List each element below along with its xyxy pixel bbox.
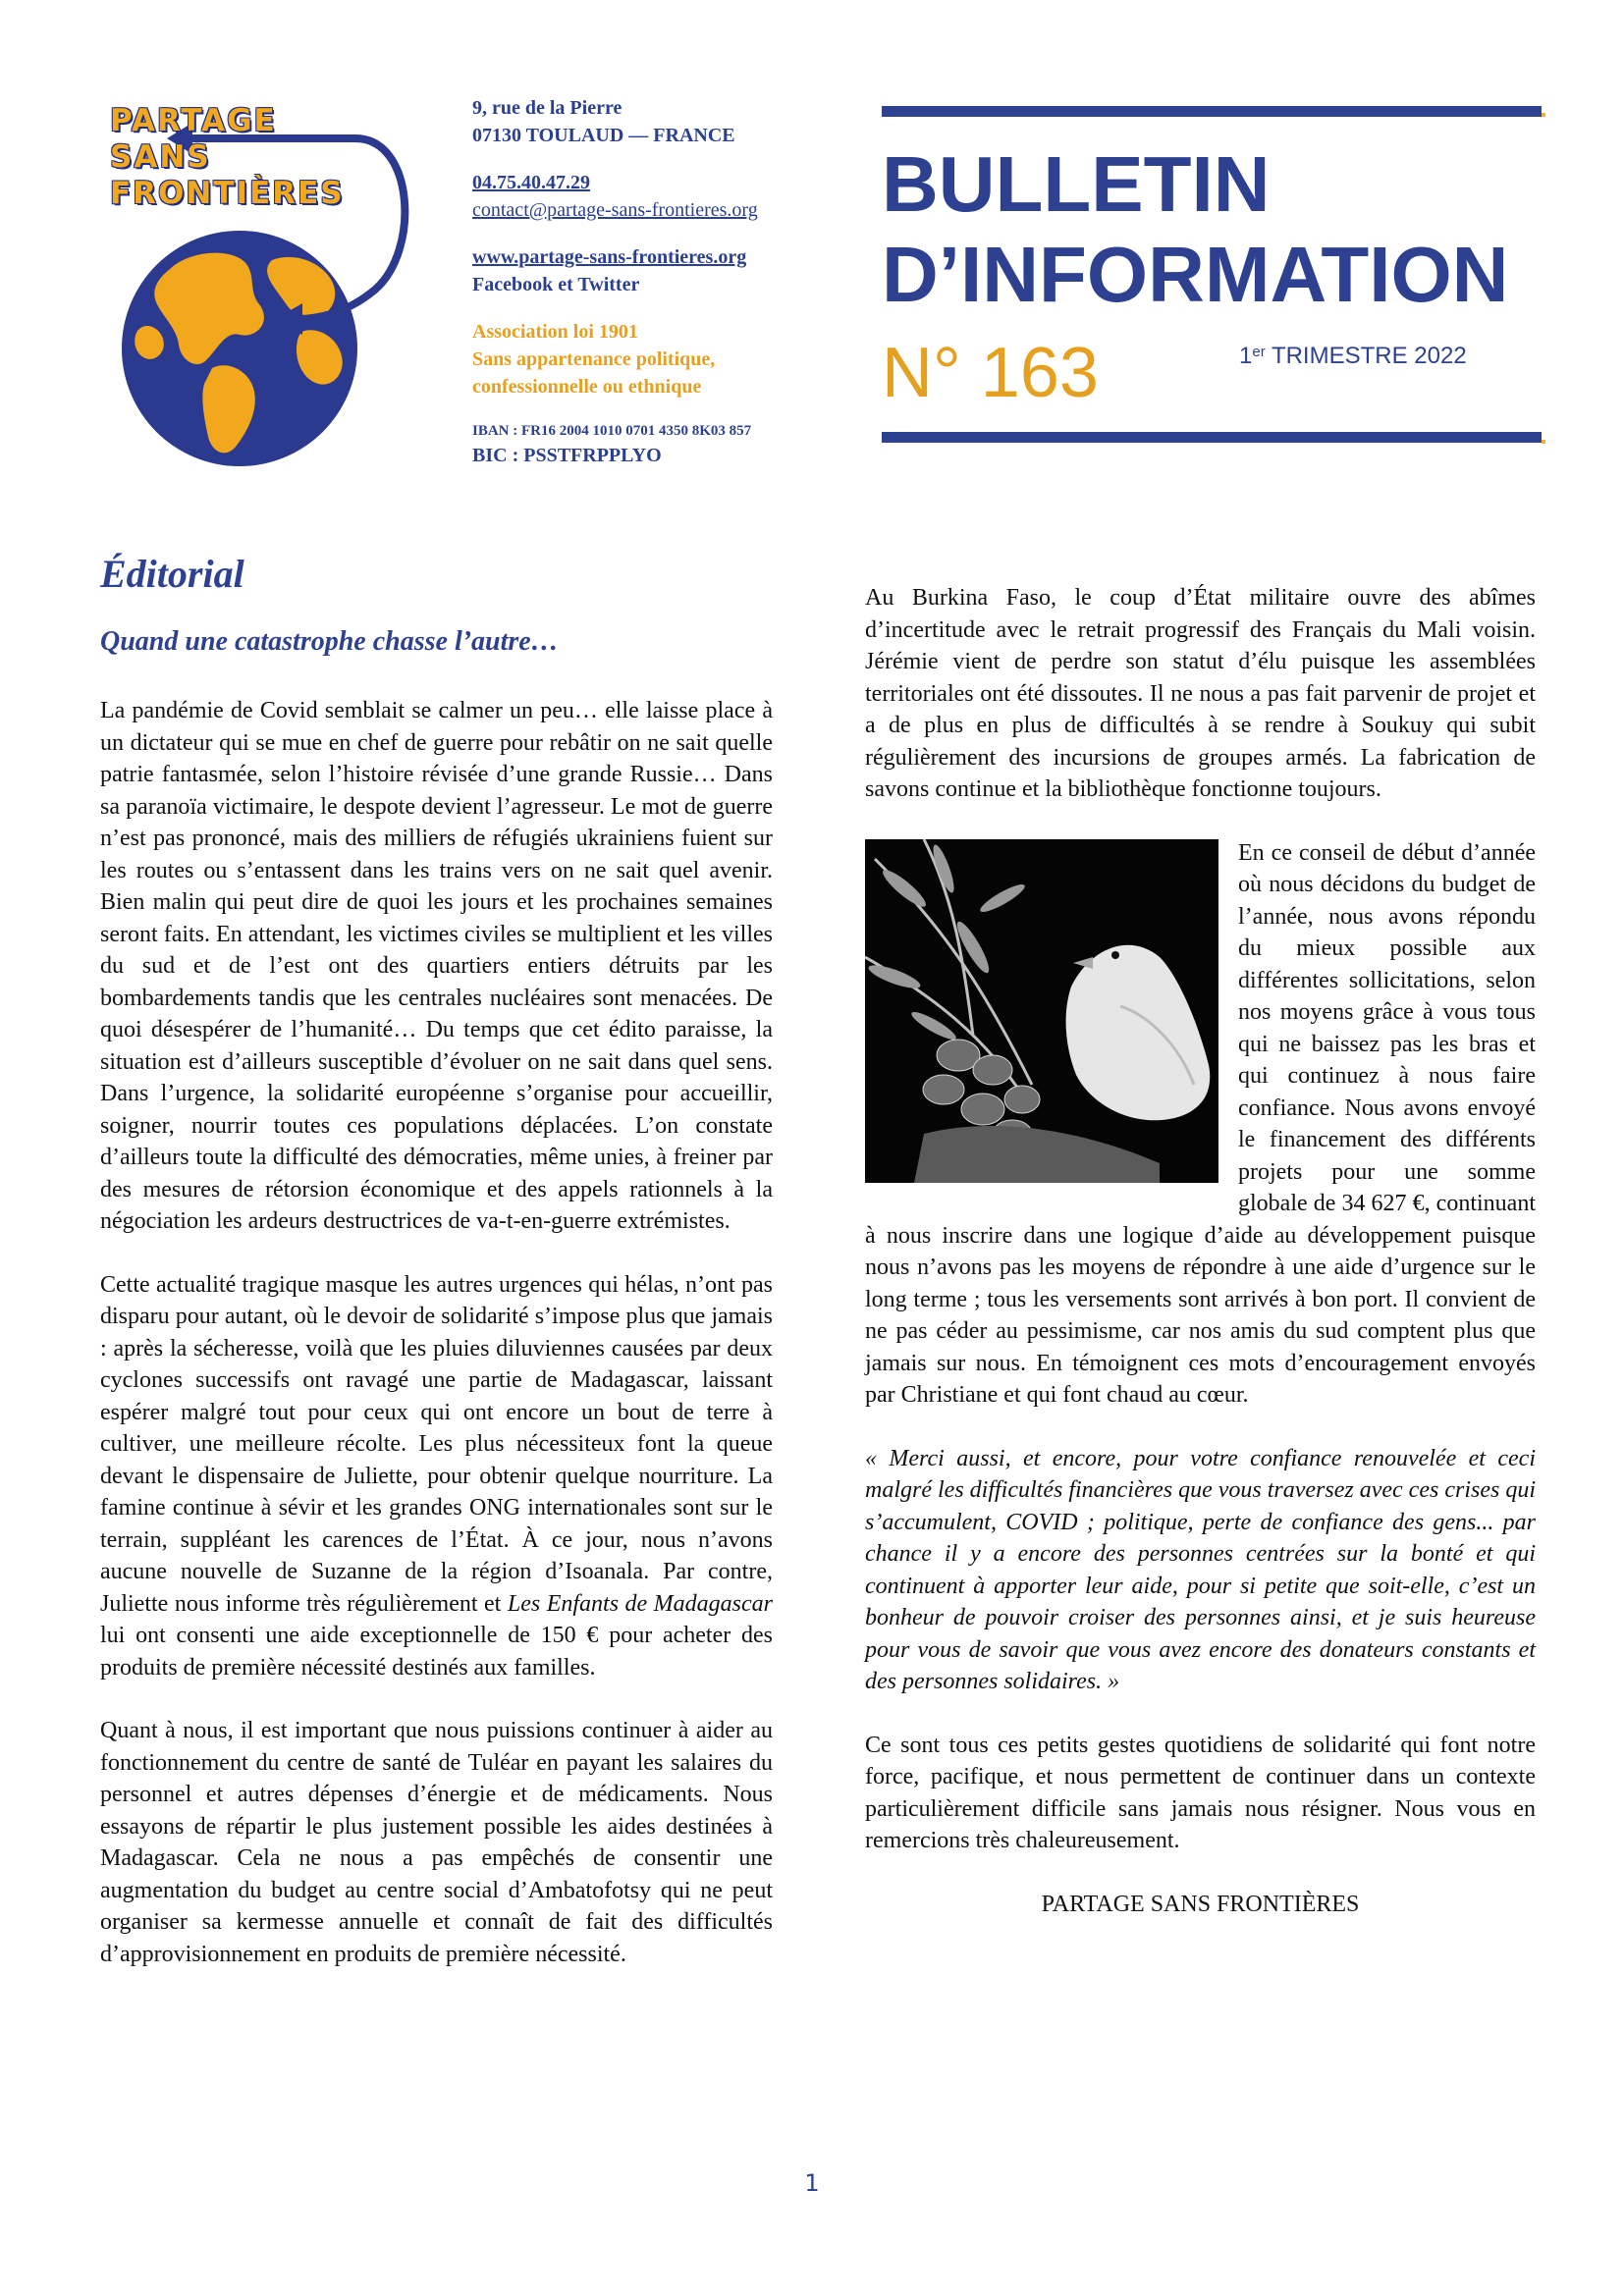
iban-text: IBAN : FR16 2004 1010 0701 4350 8K03 857 — [472, 423, 752, 439]
editorial-heading: Éditorial — [100, 552, 244, 596]
title-bottom-rule-dot — [1542, 440, 1545, 444]
bulletin-title-line-2: D’INFORMATION — [882, 231, 1509, 318]
address-line-1: 9, rue de la Pierre — [472, 97, 623, 119]
paragraph-budget — [865, 837, 1536, 1412]
paragraph-madagascar-text-1: Cette actualité tragique masque les autres urgences qui hélas, n’ont pas disparu pour autant, où le devoir de solidarité s’impose plus que jamais : après la sécheresse, voilà que les pluies diluviennes causées par deux cyclones successifs ont ravagé une partie de Madagascar, laissant espérer malgré tout pour ceux qui ont encore un bout de terre à cultiver, une meilleure récolte. Les plus nécessiteux font la queue devant le dispensaire de Juliette, pour obtenir quelque nourriture. La famine continue à sévir et les grandes ONG internationales sont sur le terrain, suppléant les carences de l’État. À ce jour, nous n’avons aucune nouvelle de Suzanne de la région d’Isoanala. Par contre, Juliette nous informe très régulièrement et — [100, 1271, 773, 1617]
address-line-2: 07130 TOULAUD — FRANCE — [472, 125, 735, 146]
editorial-left-column — [100, 550, 773, 2002]
contact-block — [472, 94, 826, 469]
email-link[interactable]: contact@partage-sans-frontieres.org — [472, 199, 758, 221]
bulletin-title-line-1: BULLETIN — [882, 140, 1271, 228]
logo-line-2: SANS — [110, 139, 211, 175]
bic-text: BIC : PSSTFRPPLYO — [472, 445, 662, 466]
paragraph-tulear: Quant à nous, il est important que nous puissions continuer à aider au fonctionnement du centre de santé de Tuléar en payant les salaires du personnel et autres dépenses d’énergie et de médicaments. Nous essayons de répartir le plus justement possible les aides destinées à Madagascar. Cela ne nous a pas empêchés de consentir une augmentation du budget au centre social d’Ambatofotsy qui ne peut organiser sa kermesse annuelle et connaît de fait des difficultés d’approvisionnement en produits de première nécessité. — [100, 1718, 773, 1967]
paragraph-budget-text: En ce conseil de début d’année où nous décidons du budget de l’année, nous avons répondu du mieux possible aux différentes sollicitations, selon nos moyens grâce à vous tous qui ne baissez pas les bras et qui continuez à nous faire confiance. Nous avons envoyé le financement des différents projets pour une somme globale de 34 627 €, continuant à nous inscrire dans une logique d’aide au développement puisque nous n’avons pas les moyens de répondre à une aide d’urgence sur le long terme ; tous les versements sont arrivés à bon port. Il convient de ne pas céder au pessimisme, car nos amis du sud comptent plus que jamais sur nous. En témoignent ces mots d’encouragement envoyés par Christiane et qui font chaud au cœur. — [865, 839, 1536, 1408]
quarter-ordinal: er — [1252, 344, 1266, 360]
website-link[interactable]: www.partage-sans-frontieres.org — [472, 246, 747, 268]
editorial-subheading: Quand une catastrophe chasse l’autre… — [100, 626, 559, 657]
paragraph-madagascar — [100, 1269, 773, 1684]
paragraph-thanks: Ce sont tous ces petits gestes quotidiens de solidarité qui font notre force, pacifique, et nous permettent de continuer dans un contexte particulièrement difficile sans jamais nous résigner. Nous vous en remercions très chaleureusement. — [865, 1732, 1536, 1853]
issue-quarter — [1239, 342, 1467, 371]
page-number: 1 — [804, 2169, 820, 2197]
logo-wordmark — [110, 103, 345, 212]
editorial-right-column — [865, 582, 1536, 1951]
issue-number: N° 163 — [882, 334, 1099, 412]
dove-olive-photo — [865, 839, 1218, 1183]
title-top-rule — [882, 106, 1542, 117]
association-neutrality-1: Sans appartenance politique, — [472, 348, 716, 370]
quarter-label: TRIMESTRE 2022 — [1265, 343, 1467, 369]
title-bottom-rule — [882, 432, 1542, 443]
title-top-rule-dot — [1542, 113, 1545, 117]
phone-link[interactable]: 04.75.40.47.29 — [472, 172, 590, 193]
logo-line-3: FRONTIÈRES — [110, 176, 345, 211]
social-text: Facebook et Twitter — [472, 274, 640, 295]
bulletin-title — [882, 139, 1508, 320]
logo-line-1: PARTAGE — [110, 103, 277, 138]
association-neutrality-2: confessionnelle ou ethnique — [472, 376, 702, 398]
association-status: Association loi 1901 — [472, 321, 638, 343]
christiane-quote: « Merci aussi, et encore, pour votre confiance renouvelée et ceci malgré les difficultés financières que vous traversez avec ces crises qui s’accumulent, COVID ; politique, perte de confiance des gens... par chance il y a encore des personnes centrées sur la bonté et qui continuent à apporter leur aide, pour si petite que soit-elle, c’est un bonheur de pouvoir croiser des personnes ainsi, et je suis heureuse pour vous de savoir que vous avez encore des donateurs constants et des personnes solidaires. » — [865, 1445, 1536, 1694]
editorial-signature: PARTAGE SANS FRONTIÈRES — [1041, 1891, 1360, 1917]
paragraph-madagascar-text-2: lui ont consenti une aide exceptionnelle de 150 € pour acheter des produits de première nécessité destinés aux familles. — [100, 1623, 773, 1681]
organization-logo — [110, 103, 463, 476]
paragraph-burkina: Au Burkina Faso, le coup d’État militaire ouvre des abîmes d’incertitude avec le retrait progressif des Français du Mali voisin. Jérémie vient de perdre son statut d’élu puisque les assemblées territoriales ont été dissoutes. Il ne nous a pas fait parvenir de projet et a de plus en plus de difficultés à se rendre à Soukuy qui subit régulièrement des incursions de groupes armés. La fabrication de savons continue et la bibliothèque fonctionne toujours. — [865, 585, 1536, 802]
quarter-number: 1 — [1239, 343, 1253, 369]
dove-olive-branch-image — [865, 839, 1218, 1183]
paragraph-ukraine: La pandémie de Covid semblait se calmer un peu… elle laisse place à un dictateur qui se mue en chef de guerre pour rebâtir on ne sait quelle patrie fantasmée, selon l’histoire révisée d’une grande Russie… Dans sa paranoïa victimaire, le despote devient l’agresseur. Le mot de guerre n’est pas prononcé, mais des milliers de réfugiés ukrainiens fuient sur les routes ou s’entassent dans les trains vers on ne sait quel avenir. Bien malin qui peut dire de quoi les jours et les prochaines semaines seront faits. En attendant, les victimes civiles se multiplient et les villes du sud et de l’est ont des quartiers entiers détruits par les bombardements tandis que les centrales nucléaires sont menacées. De quoi désespérer de l’humanité… Du temps que cet édito paraisse, la situation est d’ailleurs susceptible d’évoluer on ne sait dans quel sens. Dans l’urgence, la solidarité européenne s’organise pour accueillir, soigner, nourrir toutes ces populations déplacées. L’on constate d’ailleurs toute la difficulté des démocraties, même unies, à freiner par des mesures de rétorsion économique et des appels rationnels à la négociation les ardeurs destructrices de va-t-en-guerre extrémistes. — [100, 698, 773, 1234]
organization-name-enfants-madagascar: Les Enfants de Madagascar — [507, 1590, 774, 1617]
